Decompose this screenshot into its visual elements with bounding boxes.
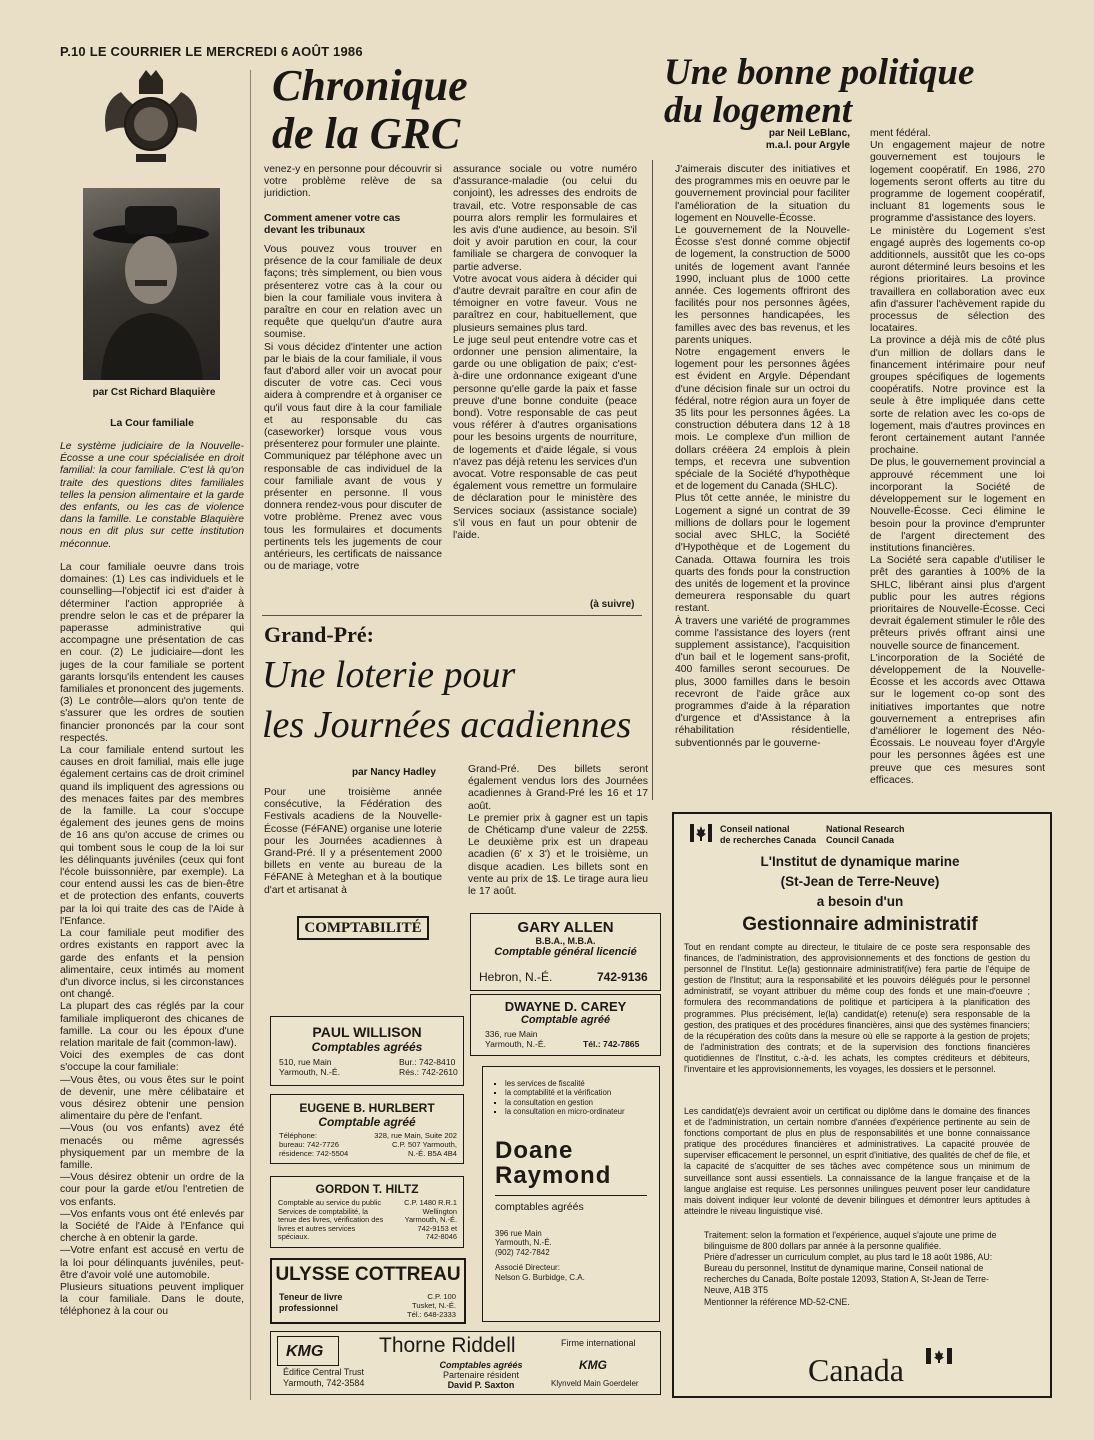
hurlbert-title: Comptable agréé xyxy=(318,1115,416,1129)
logement-byline-riding: m.a.l. pour Argyle xyxy=(765,139,850,151)
loterie-kicker: Grand-Pré: xyxy=(264,622,374,647)
loterie-title-line2: les Journées acadiennes xyxy=(262,704,632,746)
allen-phone: 742-9136 xyxy=(597,970,648,984)
loterie-byline: par Nancy Hadley xyxy=(352,767,436,778)
doane-service-item: ▪ la consultation en micro-ordinateur xyxy=(505,1107,659,1116)
carey-address: 336, rue Main Yarmouth, N.-É. xyxy=(485,1029,546,1049)
allen-place: Hebron, N.-É. xyxy=(479,970,553,984)
doane-address: 396 rue Main Yarmouth, N.-É. (902) 742-7842 xyxy=(495,1228,552,1257)
grc-title-line2: de la GRC xyxy=(272,109,461,158)
kmg-text: KMG xyxy=(286,1343,324,1360)
grc-title-line1: Chronique xyxy=(272,61,468,110)
logement-title xyxy=(664,54,974,130)
thorne-firme: Firme international xyxy=(561,1338,636,1348)
thorne-partner: Partenaire résident xyxy=(442,1370,520,1380)
allen-degrees: B.B.A., M.B.A. xyxy=(535,936,596,946)
nrc-org-en: National Research Council Canada xyxy=(826,824,905,845)
thorne-edifice: Édifice Central Trust Yarmouth, 742-3584 xyxy=(283,1367,365,1388)
carey-phone: Tél.: 742-7865 xyxy=(583,1039,640,1049)
hurlbert-address: 328, rue Main, Suite 202 C.P. 507 Yarmouth, N.-É. B5A 4B4 xyxy=(374,1131,457,1158)
willison-bureau: Bur.: 742-8410 xyxy=(399,1057,456,1067)
comptabilite-banner: COMPTABILITÉ xyxy=(297,916,429,940)
ad-doane-raymond xyxy=(482,1066,660,1322)
loterie-col2: Grand-Pré. Des billets seront également vendus lors des Journées acadiennes à Grand-Pré les 16 et 17 août. Le premier prix à gagner est un tapis de Chéticamp d'une valeur de 225$. Le deuxième prix est un drapeau acadien (6' x 3') et le troisième, un disque acadien. Les billets sont en vente au prix de 1$. Le tirage aura lieu le 17 août. xyxy=(468,764,648,896)
thorne-title: Comptables agréés xyxy=(439,1360,523,1370)
doane-services xyxy=(483,1079,659,1117)
grc-byline: par Cst Richard Blaquière xyxy=(92,387,216,398)
doane-service-item: ▪ la consultation en gestion xyxy=(505,1098,659,1107)
ad-willison xyxy=(270,1016,464,1086)
grc-col3: assurance sociale ou votre numéro d'assurance-maladie (ou celui du conjoint), les adresses des endroits de travail, etc. Votre responsable de cas pourra alors remplir les formulaires et les avis d'une audience, au besoin. S'il doit y avoir parution en cour, la cour familiale se chargera de convoquer la partie adverse. Votre avocat vous aidera à décider qui d'autre devrait paraître en cour afin de témoigner en votre faveur. Vous ne paraîtrez en cour, habituellement, que plusieurs semaines plus tard. Le juge seul peut entendre votre cas et ordonner une pension alimentaire, la garde ou une obligation de paix; c'est-à-dire une ordonnance exigeant d'une personne qu'elle garde la paix et fasse preuve d'une bonne conduite (peace bond). Votre responsable de cas peut vous référer à d'autres organisations pour les besoins urgents de nourriture, de logements et d'aide légale, si vous n'avez pas déjà retenu les services d'un avocat. Votre responsable de cas peut également vous remettre un formulaire de déclaration pour le ministère des Services sociaux (assistance sociale) s'il vous en faut un pour obtenir de l'aide. xyxy=(453,164,637,542)
doane-name-line2: Raymond xyxy=(495,1161,612,1189)
ad-hiltz xyxy=(270,1176,464,1248)
rcmp-crest xyxy=(96,62,206,172)
cottreau-name: ULYSSE COTTREAU xyxy=(275,1264,461,1285)
ad-allen xyxy=(470,913,661,991)
doane-associate: Associé Directeur: Nelson G. Burbidge, C.A. xyxy=(495,1263,585,1282)
doane-subtitle: comptables agréés xyxy=(495,1200,584,1213)
willison-name: PAUL WILLISON xyxy=(312,1024,422,1040)
job-position: Gestionnaire administratif xyxy=(742,914,978,935)
kmg-small-logo: KMG xyxy=(579,1358,607,1372)
cottreau-address: C.P. 100 Tusket, N.-É. Tél.: 648-2333 xyxy=(407,1292,456,1319)
doane-name-line1: Doane xyxy=(495,1136,574,1164)
willison-address: 510, rue Main Yarmouth, N.-É. xyxy=(279,1057,340,1077)
cottreau-desc: Teneur de livre professionnel xyxy=(279,1292,343,1313)
ad-thorne-riddell xyxy=(270,1331,661,1395)
grc-col1: La cour familiale oeuvre dans trois domaines: (1) Les cas individuels et le counselling—l'objectif ici est d'aider à déterminer l'action appropriée à prendre selon le cas et de préparer la paperasse administrative qui accompagne une présentation de cas en cour. (2) Le judiciaire—dont les juges de la cour familiale se portent garants lorsqu'ils entendent les causes familiales et prononcent des jugements. (3) Le contrôle—alors qu'on tente de s'assurer que les ordres de soutien financier prononcés par la cour sont respectés. La cour familiale entend surtout les causes en droit familial, mais elle juge également certains cas de droit criminel quand ils impliquent des agressions ou des menaces faites par des membres de la famille. La cour s'occupe également des jeunes gens de moins de 16 ans qu'on accuse de crimes ou qui tombent sous le coup de la loi sur les délinquants juvéniles (ceux qui font l'école buissonnière, par exemple). La cour entend aussi les cas de bien-être et de protection des enfants, couverts par la loi qui traite des cas de l'Aide à l'Enfance. La cour familiale peut modifier des ordres existants en rapport avec la garde des enfants et la pension alimentaire, ceux intimés au moment d'un divorce inclus, si les circonstances ont changé. La plupart des cas réglés par la cour familiale impliqueront des chicanes de famille. La cour ou les époux d'une relation maritale de fait (common-law). Voici des exemples de cas dont s'occupe la cour familiale: —Vous êtes, ou vous êtes sur le point de devenir, une mère célibataire et vous désirez obtenir une pension alimentaire du père de l'enfant. —Vous (ou vos enfants) avez été menacés ou même agressés physiquement par un membre de la famille. —Vous désirez obtenir un ordre de la cour pour la garde et/ou l'entretien de vos enfants. —Vos enfants vous ont été enlevés par la Société de l'Aide à l'Enfance qui cherche à en obtenir la garde. —Votre enfant est accusé en vertu de la loi pour délinquants juvéniles, peut-être d'avoir volé une automobile. Plusieurs situations peuvent impliquer la cour familiale. Dans le doute, téléphonez à la cour ou xyxy=(60,562,244,1318)
grc-intro: Le système judiciaire de la Nouvelle-Écosse a une cour spécialisée en droit familial: la cour familiale. C'est là qu'on traite des questions dites familiales telles la pension alimentaire et la garde des enfants, ou les cas de violence dans la famille. Le constable Blaquière nous en dit plus sur cette institution méconnue. xyxy=(60,441,244,550)
logement-col1: J'aimerais discuter des initiatives et des programmes mis en oeuvre par le gouvernement provincial pour faciliter l'amélioration de la situation du logement en Nouvelle-Écosse. Le gouvernement de la Nouvelle-Écosse s'est donné comme objectif de logement, la construction de 5000 unités de logement avant l'année 1990, incluant plus de 1000 cette année. Ces logements offriront des facilités pour nos personnes âgées, les personnes handicapées, les familles avec des bas revenus, et les parents uniques. Notre engagement envers le logement pour les personnes âgées est évident en Argyle. Dépendant d'une décision finale sur un octroi du fédéral, notre région aura un foyer de 35 lits pour les personnes âgées. La construction débutera dans 12 à 18 mois. Le complexe d'un million de dollars créëera 24 emplois à plein temps, et recevra une subvention spéciale de la Société d'hypothèque et de logement du Canada (SHLC). Plus tôt cette année, le ministre du Logement a signé un contrat de 39 millions de dollars pour le logement social avec SHLC, la Société d'Hypothèque et de Logement du Canada. Ottawa fournira les trois quarts des fonds pour la construction des unités de logement et la province demeurera responsable du quart restant. À travers une variété de programmes comme l'assistance des loyers (rent supplement assistance), l'acquisition d'un bail et le logement sans-profit, 400 familles seront secourues. De plus, 3000 familles dans le besoin recevront de l'aide grâce aux programmes d'aide à la réparation d'urgence et d'Assistance à la réhabilitation résidentielle, subventionnés par le gouverne- xyxy=(675,164,850,749)
job-application: Traitement: selon la formation et l'expérience, auquel s'ajoute une prime de bilinguisme de 800 dollars par année à la personne qualifiée. Prière d'adresser un curriculum complet, au plus tard le 18 août 1986, AU: Bureau du personnel, Institut de dynamique marine, Conseil national de recherches du Canada, Boîte postale 12093, Station A, St-Jean de Terre-Neuve, A1B 3T5 Mentionner la référence MD-52-CNE. xyxy=(704,1230,997,1307)
grc-col2: Vous pouvez vous trouver en présence de la cour familiale de deux façons; très simplement, ou bien vous présenterez votre cas à la cour ou bien la cour familiale vous invitera à paraître en cour en relation avec un requête que quelqu'un d'autre aura soumise. Si vous décidez d'intenter une action par le biais de la cour familiale, il vous faut d'abord aller voir un avocat pour discuter de votre cas. Ceci vous aidera à comprendre et à organiser ce qu'il vous faut dire à la cour familiale et au responsable du cas (caseworker) lorsque vous vous présenterez pour formuler une plainte. Communiquez par téléphone avec un responsable de cas individuel de la cour familiale avant de vous y présenter en personne. Il vous donnera rendez-vous pour discuter de votre problème. Prenez avec vous tous les formulaires et documents pertinents tels les jugements de cour antérieurs, les certificats de naissance ou de mariage, votre xyxy=(264,244,442,573)
grc-col2-subhead: Comment amener votre cas devant les tribunaux xyxy=(264,213,401,237)
issue-date: LE MERCREDI 6 AOÛT 1986 xyxy=(185,44,363,59)
hurlbert-phones: Téléphone: bureau: 742-7726 résidence: 742-5504 xyxy=(279,1131,349,1158)
logement-byline-name: par Neil LeBlanc, xyxy=(768,128,850,139)
institute-needs: a besoin d'un xyxy=(816,894,904,909)
page-number: P.10 xyxy=(60,44,86,59)
page-header xyxy=(60,44,363,59)
crest-icon xyxy=(96,62,206,172)
loterie-title-line1: Une loterie pour xyxy=(262,654,516,696)
institute-location: (St-Jean de Terre-Neuve) xyxy=(780,874,940,889)
thorne-partner-name: David P. Saxton xyxy=(447,1380,515,1390)
hurlbert-name: EUGENE B. HURLBERT xyxy=(299,1101,435,1115)
canada-wordmark-text: Canada xyxy=(808,1352,904,1388)
ad-hurlbert xyxy=(270,1094,464,1164)
loterie-title xyxy=(262,650,631,750)
ad-nrc-job xyxy=(672,812,1052,1398)
grc-subhead: La Cour familiale xyxy=(110,418,194,429)
canada-flag-icon xyxy=(690,824,712,842)
doane-service-item: ▪ les services de fiscalité xyxy=(505,1079,659,1088)
grc-col2-intro: venez-y en personne pour découvrir si votre problème relève de sa juridiction. xyxy=(264,164,442,200)
doane-service-item: ▪ la comptabilité et la vérification xyxy=(505,1088,659,1097)
column-rule xyxy=(250,70,251,1400)
officer-photo xyxy=(83,188,220,380)
logement-byline xyxy=(720,128,850,151)
ad-cottreau xyxy=(270,1258,466,1324)
portrait-icon xyxy=(83,188,220,380)
kmg-logo xyxy=(277,1336,339,1366)
logement-col2: ment fédéral. Un engagement majeur de notre gouvernement est toujours le logement coopératif. En 1986, 270 logements seront offerts au titre du programme de logement coopératif, incluant 81 logements sous le programme d'assistance des loyers. Le ministère du Logement s'est engagé auprès des logements co-op additionnels, aussitôt que les co-ops auront déterminé leurs besoins et les régions prioritaires. La province travaillera en collaboration avec eux afin d'assurer l'achèvement rapide du processus de sélection des locataires. La province a déjà mis de côté plus d'un million de dollars dans le financement intérimaire pour neuf groupes spécifiques de logements coopératifs. Notre province est la seule à être impliquée dans cette sorte de relation avec les co-ops de logement, mais d'autres provinces en feront certainement autant l'année prochaine. De plus, le gouvernement provincial a approuvé récemment une loi incorporant la Société de développement sur le logement en Nouvelle-Écosse. Ceci élimine le besoin pour la province d'emprunter de l'argent directement des institutions financières. La Société sera capable d'utiliser le prêt des garanties à 100% de la SHLC, libérant ainsi plus d'argent public pour les autres régions prioritaires de Nouvelle-Écosse. Ceci devrait également stimuler le rôle des prêteurs privés offrant ainsi une nouvelle source de financement. L'incorporation de la Société de développement de la Nouvelle-Écosse et les accords avec Ottawa sur le logement co-op sont des initiatives importantes que notre gouvernement a entreprises afin d'améliorer le logement des Néo-Écossais. Le nouveau foyer d'Argyle pour les personnes âgées est une preuve que ces mesures sont efficaces. xyxy=(870,128,1045,786)
loterie-divider xyxy=(262,615,642,616)
nrc-org-fr: Conseil national de recherches Canada xyxy=(720,824,817,845)
canada-wordmark xyxy=(808,1352,904,1389)
thorne-klynveld: Klynveld Main Goerdeler xyxy=(551,1379,639,1388)
column-rule xyxy=(652,160,653,800)
grc-continued: (à suivre) xyxy=(590,599,635,610)
grc-title xyxy=(272,62,468,158)
carey-name: DWAYNE D. CAREY xyxy=(504,999,627,1014)
ad-carey xyxy=(470,994,661,1056)
allen-title: Comptable général licencié xyxy=(494,946,637,958)
canada-wordmark-flag-icon xyxy=(926,1348,952,1364)
hiltz-name: GORDON T. HILTZ xyxy=(315,1182,419,1196)
willison-residence: Rés.: 742-2610 xyxy=(399,1067,458,1077)
hiltz-services: Comptable au service du public Services de comptabilité, la tenue des livres, vérification des livres et autres services spéciaux. xyxy=(278,1198,384,1242)
logement-title-line1: Une bonne politique xyxy=(664,52,975,93)
willison-title: Comptables agréés xyxy=(311,1040,423,1054)
job-requirements: Les candidat(e)s devraient avoir un certificat ou diplôme dans le domaine des finances et de l'administration, un certain nombre d'années d'expérience pertinente au sein de fonctions comportant de plus en plus de responsabilités et une bonne connaissance pratique des procédures financières et administratives. La capacité prouvée de superviser efficacement le personnel, un esprit d'initiative, des qualités de chef de file, et la capacité de s'acquitter de ses tâches avec compétence sous un minimum de surveillance sont aussi essentiels. La connaissance de la langue française et de la langue anglaise est requise. Les personnes unilingues peuvent poser leur candidature mais doivent indiquer leur volonté de devenir bilingues et démontrer leurs aptitudes à atteindre le niveau linguistique visé. xyxy=(684,1106,1030,1216)
thorne-name: Thorne Riddell xyxy=(379,1334,516,1357)
doane-divider xyxy=(495,1195,647,1196)
logement-title-line2: du logement xyxy=(664,90,853,131)
loterie-col1: Pour une troisième année consécutive, la Fédération des Festivals acadiens de la Nouvelle-Écosse (FéFANE) organise une loterie pour les Journées acadiennes à Grand-Pré. Il y a présentement 2000 billets en vente au bureau de la FéFANE à Meteghan et à la boutique d'art et artisanat à xyxy=(264,787,442,896)
carey-title: Comptable agréé xyxy=(520,1014,611,1026)
hiltz-address: C.P. 1480 R.R.1 Wellington Yarmouth, N.-É. 742-9153 et 742-8046 xyxy=(404,1198,457,1242)
paper-name: LE COURRIER xyxy=(89,44,182,59)
job-description: Tout en rendant compte au directeur, le titulaire de ce poste sera responsable des finances, de l'administration, des approvisionnements et des fonctions de gestion du personnel de l'Institut. Le(la) gestionnaire administratif(ive) fera partie de l'équipe de gestion de l'Institut; aura la responsabilité et les pouvoirs délégués pour le personnel administratif, se voyant attribuer du même coup des fonds et une main-d'oeuvre ; formulera des recommandations de politique et participera à la planification des programmes. Plus précisément, le(la) candidat(e) retenu(e) sera responsable de la gestion, des pratiques et des procédures financières, ainsi que des systèmes financiers; de la récupération des coûts dans la mesure où elle se rapporte à la gestion de projets; de l'administration des contrats; et de la supervision des fonctions financières quotidiennes de l'Institut, c.-à-d. les achats, les comptes créditeurs et débiteurs, l'inventaire et les approvisionnements, les voyages, les dossiers et le personnel. xyxy=(684,942,1030,1075)
institute-name: L'Institut de dynamique marine xyxy=(760,854,960,869)
allen-name: GARY ALLEN xyxy=(517,919,614,936)
